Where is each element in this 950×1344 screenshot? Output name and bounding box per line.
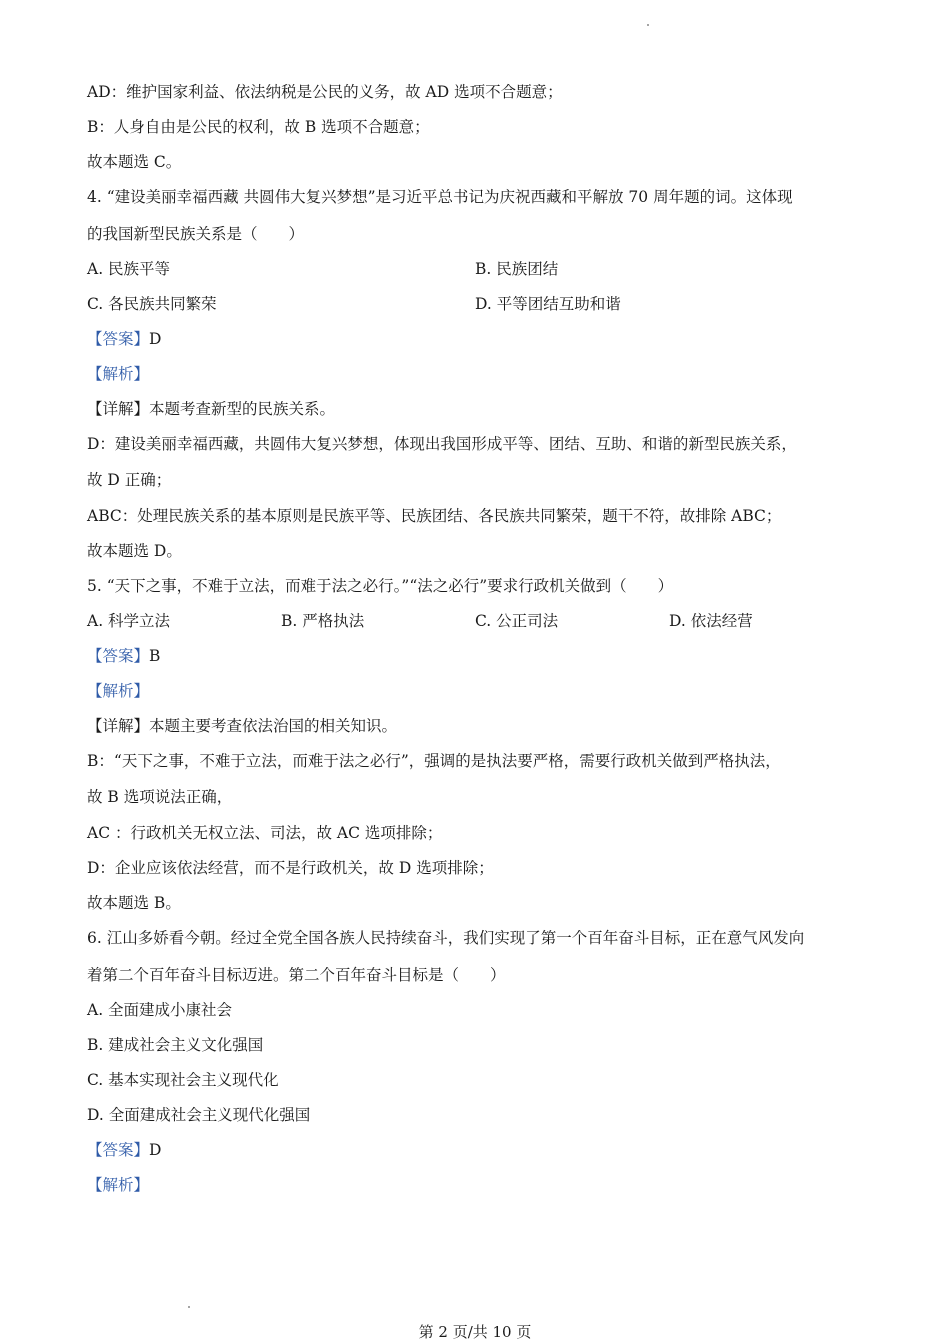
question-6-stem: 6. 江山多娇看今朝。经过全党全国各族人民持续奋斗，我们实现了第一个百年奋斗目标，正在意气风发向 — [87, 929, 805, 947]
q5-analysis-tag: 【解析】 — [87, 682, 150, 700]
answer-value: D — [149, 1141, 162, 1159]
answer-tag: 【答案】 — [87, 1141, 150, 1159]
scan-dot — [647, 24, 649, 26]
answer-value: B — [149, 647, 161, 665]
q4-option-a: A. 民族平等 — [87, 260, 171, 278]
answer-tag: 【答案】 — [87, 330, 150, 348]
q5-detail-label: 【详解】本题主要考查依法治国的相关知识。 — [87, 717, 398, 735]
q6-option-d: D. 全面建成社会主义现代化强国 — [87, 1106, 311, 1124]
q6-option-c: C. 基本实现社会主义现代化 — [87, 1071, 279, 1089]
text-line: ABC：处理民族关系的基本原则是民族平等、民族团结、各民族共同繁荣，题干不符，故排除 ABC； — [87, 507, 782, 525]
q4-option-c: C. 各民族共同繁荣 — [87, 295, 217, 313]
text-line: B：人身自由是公民的权利，故 B 选项不合题意； — [87, 118, 430, 136]
q4-option-d: D. 平等团结互助和谐 — [475, 295, 621, 313]
q5-option-d: D. 依法经营 — [669, 612, 753, 630]
page-number: 第 2 页/共 10 页 — [418, 1323, 532, 1341]
text-line: D：企业应该依法经营，而不是行政机关，故 D 选项排除； — [87, 859, 494, 877]
scan-dot — [188, 1306, 190, 1308]
question-6-stem-cont: 着第二个百年奋斗目标迈进。第二个百年奋斗目标是（ ） — [87, 966, 506, 984]
question-4-stem-cont: 的我国新型民族关系是（ ） — [87, 225, 305, 243]
q6-analysis-tag: 【解析】 — [87, 1176, 150, 1194]
text-line: AC ：行政机关无权立法、司法，故 AC 选项排除； — [87, 824, 443, 842]
q5-answer — [87, 646, 160, 666]
question-5-stem: 5. “天下之事，不难于立法，而难于法之必行。”“法之必行”要求行政机关做到（ ） — [87, 577, 674, 595]
answer-value: D — [149, 330, 162, 348]
q4-detail-label: 【详解】本题考查新型的民族关系。 — [87, 400, 336, 418]
question-4-stem: 4. “建设美丽幸福西藏 共圆伟大复兴梦想”是习近平总书记为庆祝西藏和平解放 70 周年题的词。这体现 — [87, 188, 793, 206]
text-line: B：“天下之事，不难于立法，而难于法之必行”，强调的是执法要严格，需要行政机关做到严格执法， — [87, 752, 781, 770]
q5-option-a: A. 科学立法 — [87, 612, 171, 630]
text-line: AD：维护国家利益、依法纳税是公民的义务，故 AD 选项不合题意； — [87, 83, 563, 101]
q6-answer — [87, 1140, 161, 1160]
q5-option-c: C. 公正司法 — [475, 612, 559, 630]
text-line: 故 D 正确； — [87, 471, 172, 489]
q4-option-b: B. 民族团结 — [475, 260, 559, 278]
q4-answer — [87, 329, 161, 349]
text-line: 故本题选 C。 — [87, 153, 182, 171]
q4-analysis-tag: 【解析】 — [87, 365, 150, 383]
q6-option-a: A. 全面建成小康社会 — [87, 1001, 233, 1019]
text-line: D：建设美丽幸福西藏，共圆伟大复兴梦想，体现出我国形成平等、团结、互助、和谐的新型民族关系， — [87, 435, 797, 453]
text-line: 故 B 选项说法正确， — [87, 788, 233, 806]
answer-tag: 【答案】 — [87, 647, 150, 665]
q5-option-b: B. 严格执法 — [281, 612, 365, 630]
text-line: 故本题选 D。 — [87, 542, 182, 560]
text-line: 故本题选 B。 — [87, 894, 181, 912]
q6-option-b: B. 建成社会主义文化强国 — [87, 1036, 264, 1054]
